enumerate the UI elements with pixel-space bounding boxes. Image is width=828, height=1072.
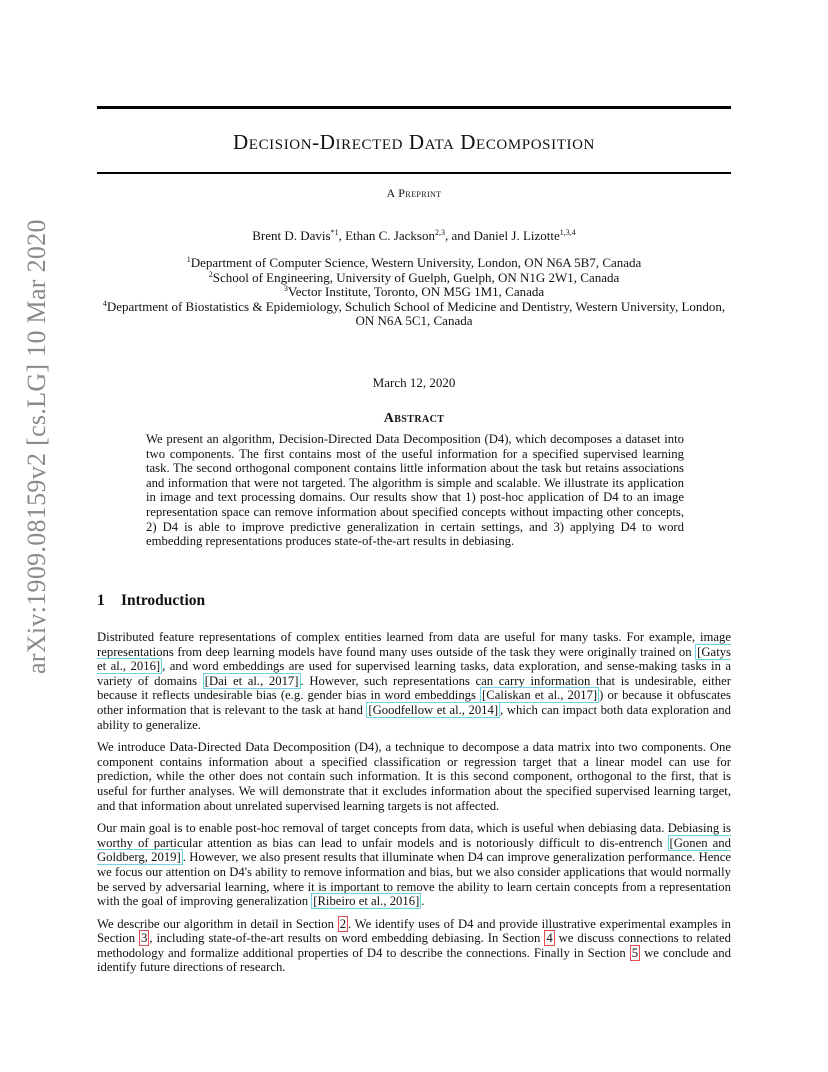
paragraph-text: . However, such representations can carry information that is undesirable, either because it reflects undesirable bias (e.g. gender bias in word embeddings (97, 673, 731, 703)
paragraph-text: . We identify uses of D4 and provide illustrative experimental examples in Section (97, 916, 732, 946)
paragraph (97, 821, 731, 909)
section-body (97, 630, 731, 983)
affiliation-text: ON N6A 5C1, Canada (355, 313, 473, 328)
section-reference-link[interactable]: 3 (141, 931, 148, 946)
affiliation-line (97, 256, 731, 271)
affiliation-mark: 3 (283, 284, 288, 293)
paragraph-text: , which can impact both data exploration and ability to generalize. (97, 702, 731, 732)
arxiv-identifier: arXiv:1909.08159v2 [cs.LG] 10 Mar 2020 (22, 219, 51, 674)
paragraph-text: , including state-of-the-art results on word embedding debiasing. In Section (149, 931, 545, 946)
author-name: , Ethan C. Jackson (338, 228, 435, 243)
affiliation-text: Vector Institute, Toronto, ON M5G 1M1, Canada (287, 284, 545, 299)
preprint-label: A Preprint (386, 186, 442, 200)
section-reference-link[interactable]: 2 (339, 916, 347, 931)
section-reference-link[interactable]: 5 (631, 945, 639, 960)
citation-link[interactable]: [Caliskan et al., 2017] (482, 688, 598, 703)
section-title: Introduction (121, 592, 206, 609)
paragraph-text: , and word embeddings are used for supervised learning tasks, data exploration, and sense-making tasks in a variety of domains (97, 659, 731, 688)
affiliation-line (97, 300, 731, 315)
affiliation-mark: 1 (186, 255, 191, 264)
abstract-heading: Abstract (383, 411, 445, 426)
author-affiliation-mark: 1,3,4 (559, 228, 576, 237)
arxiv-sidebar (18, 219, 56, 674)
paragraph-text: we discuss connections to related methodology and formalize additional properties of D4 to describe the connections. Finally in Section (97, 931, 731, 960)
title-bottom-rule (97, 172, 731, 174)
section-number: 1 (97, 592, 105, 609)
author-affiliation-mark: 2,3 (434, 228, 445, 237)
paragraph-text: . (421, 894, 425, 909)
citation-link[interactable]: [Goodfellow et al., 2014] (368, 702, 499, 717)
author-affiliation-mark: *1 (330, 228, 339, 237)
paragraph-text: Distributed feature representations of complex entities learned from data are useful for many tasks. For example, image representations from deep learning models have found many uses outside of the task they were originally trained on (97, 630, 731, 659)
paragraph-text: ) or because it obfuscates other information that is relevant to the task at hand (97, 688, 731, 717)
affiliation-text: School of Engineering, University of Guelph, Guelph, ON N1G 2W1, Canada (212, 269, 620, 285)
affiliation-line (97, 314, 731, 329)
author-list (97, 228, 731, 244)
paragraph-text: we conclude and identify future directions of research. (97, 945, 731, 975)
title-top-rule (97, 106, 731, 109)
affiliation-text: Department of Computer Science, Western University, London, ON N6A 5B7, Canada (190, 255, 642, 270)
publication-date: March 12, 2020 (372, 375, 456, 390)
affiliation-mark: 4 (102, 298, 107, 308)
author-name: , and Daniel J. Lizotte (444, 228, 560, 243)
affiliation-line (97, 285, 731, 300)
affiliation-mark: 2 (208, 269, 213, 279)
citation-link[interactable]: [Ribeiro et al., 2016] (313, 894, 420, 909)
affiliation-text: Department of Biostatistics & Epidemiology, Schulich School of Medicine and Dentistry, Western University, London, (106, 298, 726, 314)
section-reference-link[interactable]: 4 (546, 931, 553, 946)
paper-title: Decision-Directed Data Decomposition (233, 130, 595, 154)
citation-link[interactable]: [Gonen and Goldberg, 2019] (97, 835, 731, 865)
section-heading (97, 592, 205, 610)
paragraph (97, 917, 731, 975)
paragraph-text: We describe our algorithm in detail in Section (97, 916, 338, 931)
affiliations (97, 256, 731, 329)
paragraph-text: Our main goal is to enable post-hoc removal of target concepts from data, which is useful when debiasing data. Debiasing is worthy of particular attention as bias can lead to unfair models and is notoriously difficult to dis-entrench (97, 821, 731, 850)
paragraph (97, 630, 731, 732)
affiliation-line (97, 271, 731, 286)
paragraph-text: . However, we also present results that illuminate when D4 can improve generalization performance. Hence we focus our attention on D4's ability to remove information and bias, but we also consider applications that would normally be served by adversarial learning, where it is important to remove the ability to learn certain concepts from a representation with the goal of improving generalization (97, 850, 731, 909)
abstract-text: We present an algorithm, Decision-Directed Data Decomposition (D4), which decomposes a dataset into two components. The first contains most of the useful information for a specified supervised learning task. The second orthogonal component contains little information about the task but retains associations and information that were not targeted. The algorithm is simple and scalable. We illustrate its application in image and text processing domains. Our results show that 1) post-hoc application of D4 to an image representation space can remove information about specified concepts without impacting other concepts, 2) D4 is able to improve predictive generalization in certain settings, and 3) applying D4 to word embedding representations produces state-of-the-art results in debiasing. (146, 432, 684, 549)
paragraph: We introduce Data-Directed Data Decomposition (D4), a technique to decompose a data matrix into two components. One component contains information about a specified classification or regression target that a linear model can use for prediction, while the other does not contain such information. It is this second component, orthogonal to the first, that is useful for further analyses. We will demonstrate that it excludes information about the specified supervised learning target, and that information about unrelated supervised learning targets is not affected. (97, 740, 731, 813)
citation-link[interactable]: [Gatys et al., 2016] (97, 644, 731, 674)
citation-link[interactable]: [Dai et al., 2017] (204, 673, 299, 688)
author-name: Brent D. Davis (252, 228, 331, 243)
